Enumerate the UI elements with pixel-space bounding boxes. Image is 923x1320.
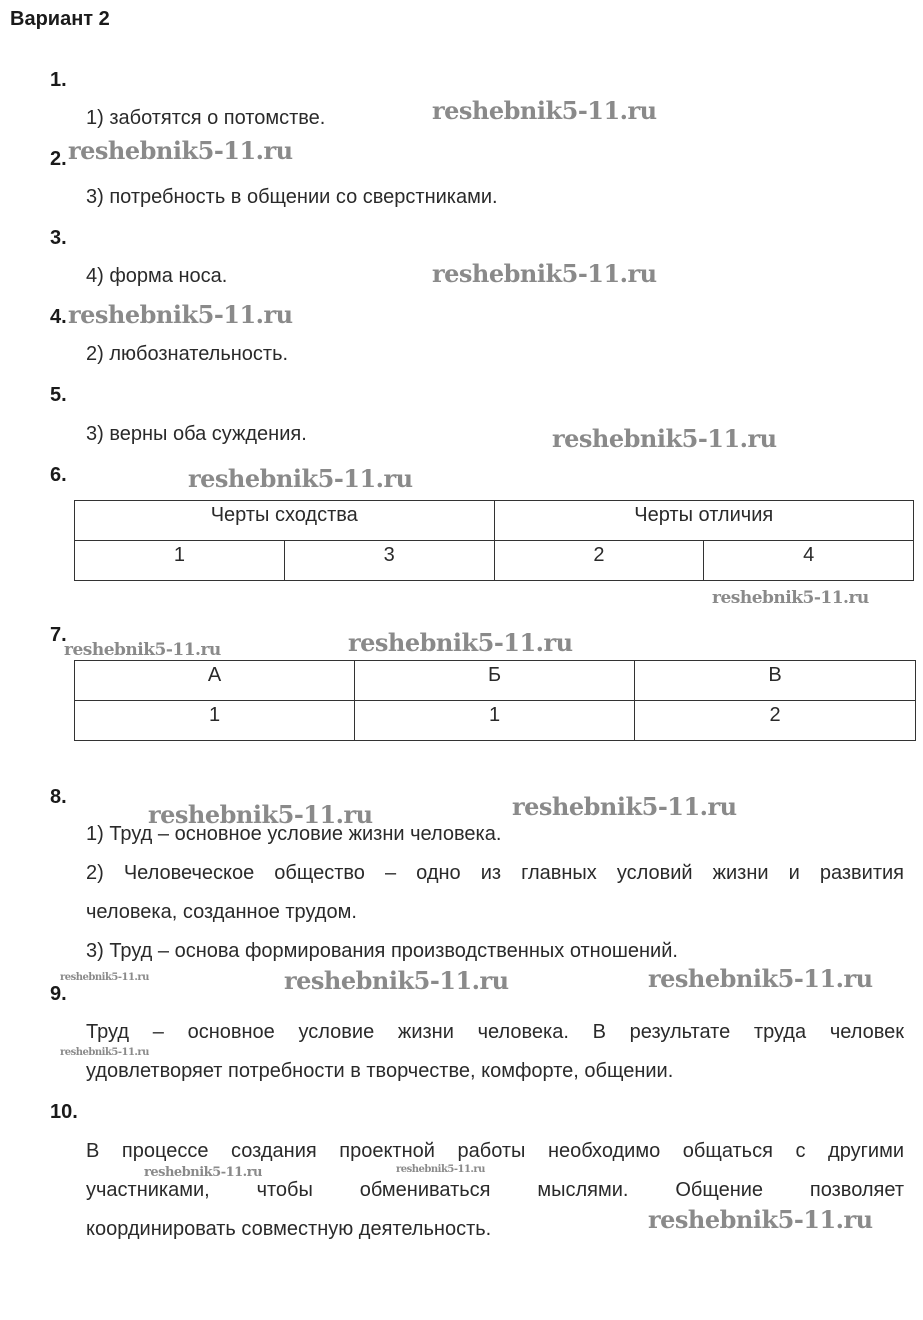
watermark: reshebnik5-11.ru — [348, 628, 573, 657]
table-cell: 3 — [284, 541, 494, 581]
watermark: reshebnik5-11.ru — [64, 640, 221, 660]
table-header: Черты отличия — [494, 501, 914, 541]
answer-10-line-3: координировать совместную деятельность. — [86, 1218, 492, 1240]
table-cell: 2 — [635, 701, 916, 741]
question-number-5: 5. — [50, 384, 67, 406]
watermark: reshebnik5-11.ru — [396, 1164, 485, 1175]
watermark: reshebnik5-11.ru — [432, 96, 657, 125]
page-title: Вариант 2 — [10, 8, 110, 30]
table-cell: 1 — [75, 701, 355, 741]
answer-5: 3) верны оба суждения. — [86, 423, 307, 445]
table-header: В — [635, 661, 916, 701]
watermark: reshebnik5-11.ru — [512, 792, 737, 821]
matching-table — [74, 660, 916, 741]
watermark: reshebnik5-11.ru — [432, 259, 657, 288]
question-number-1: 1. — [50, 69, 67, 91]
watermark: reshebnik5-11.ru — [648, 1205, 873, 1234]
question-number-8: 8. — [50, 786, 67, 808]
watermark: reshebnik5-11.ru — [552, 424, 777, 453]
answer-1: 1) заботятся о потомстве. — [86, 107, 326, 129]
answer-4: 2) любознательность. — [86, 343, 289, 365]
question-number-7: 7. — [50, 624, 67, 646]
watermark: reshebnik5-11.ru — [60, 1047, 149, 1058]
answer-9-line-1: Труд – основное условие жизни человека. В результате труда человек — [86, 1021, 904, 1043]
table-header: Б — [355, 661, 635, 701]
watermark: reshebnik5-11.ru — [712, 588, 869, 608]
answer-9-line-2: удовлетворяет потребности в творчестве, комфорте, общении. — [86, 1060, 674, 1082]
question-number-9: 9. — [50, 983, 67, 1005]
table-cell: 1 — [75, 541, 285, 581]
watermark: reshebnik5-11.ru — [60, 972, 149, 983]
answer-8 — [86, 815, 904, 971]
answer-2: 3) потребность в общении со сверстниками. — [86, 186, 498, 208]
watermark: reshebnik5-11.ru — [188, 464, 413, 493]
question-number-10: 10. — [50, 1101, 78, 1123]
watermark: reshebnik5-11.ru — [144, 1165, 263, 1180]
watermark: reshebnik5-11.ru — [148, 800, 373, 829]
answer-8-line-4: 3) Труд – основа формирования производственных отношений. — [86, 940, 678, 962]
answer-9 — [86, 1013, 904, 1091]
question-number-4: 4. — [50, 306, 67, 328]
table-cell: 2 — [494, 541, 704, 581]
question-number-6: 6. — [50, 464, 67, 486]
answer-8-line-2: 2) Человеческое общество – одно из главных условий жизни и развития — [86, 862, 904, 884]
question-number-3: 3. — [50, 227, 67, 249]
watermark: reshebnik5-11.ru — [648, 964, 873, 993]
watermark: reshebnik5-11.ru — [68, 136, 293, 165]
watermark: reshebnik5-11.ru — [284, 966, 509, 995]
table-header: А — [75, 661, 355, 701]
watermark: reshebnik5-11.ru — [68, 300, 293, 329]
answer-3: 4) форма носа. — [86, 265, 228, 287]
table-header: Черты сходства — [75, 501, 495, 541]
question-number-2: 2. — [50, 148, 67, 170]
similarity-table — [74, 500, 914, 581]
answer-10-line-1: В процессе создания проектной работы необходимо общаться с другими — [86, 1140, 904, 1162]
answer-8-line-1: 1) Труд – основное условие жизни человека. — [86, 823, 502, 845]
table-cell: 1 — [355, 701, 635, 741]
answer-8-line-3: человека, созданное трудом. — [86, 901, 357, 923]
table-cell: 4 — [704, 541, 914, 581]
answer-10-line-2: участниками, чтобы обмениваться мыслями. Общение позволяет — [86, 1179, 904, 1201]
